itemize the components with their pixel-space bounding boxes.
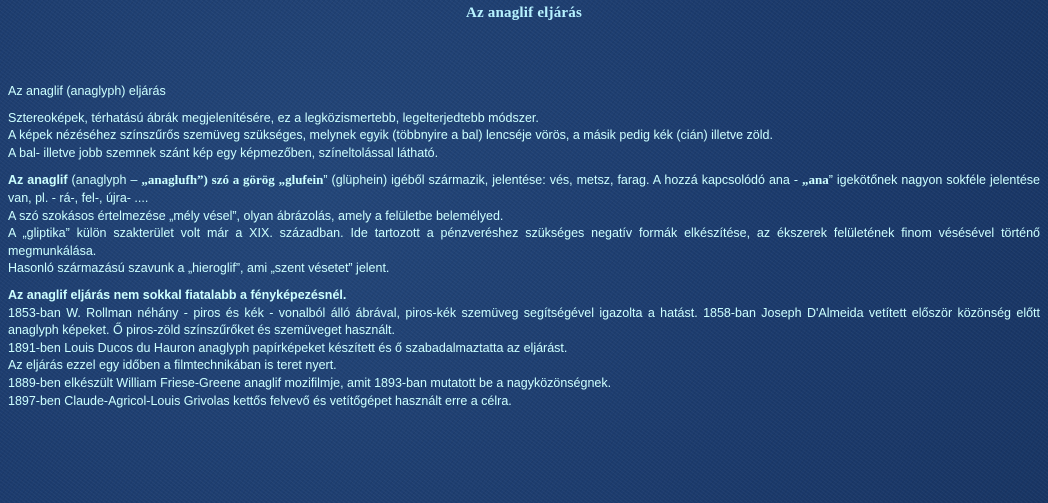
paragraph-history bbox=[8, 287, 1040, 410]
text-line: A képek nézéséhez színszűrős szemüveg szükséges, melynek egyik (többnyire a bal) lencséje vörös, a másik pedig kék (cián) illetve zöld. bbox=[8, 128, 773, 143]
text-line: 1889-ben elkészült William Friese-Greene anaglif mozifilmje, amit 1893-ban mutatott be a nagyközönségnek. bbox=[8, 375, 612, 390]
bold-term: Az anaglif bbox=[8, 173, 68, 188]
text-line: 1853-ban W. Rollman néhány - piros és kék - vonalból álló ábrával, piros-kék szemüveg segítségével igazolta a hatást. 1858-ban Joseph D'Almeida vetített először közönség előtt anaglyph képeket. Ő piros-zöld színszűrőket és szemüveget használt. bbox=[8, 305, 1040, 338]
text-line: Az eljárás ezzel egy időben a filmtechnikában is teret nyert. bbox=[8, 358, 337, 373]
etymology-intro bbox=[8, 173, 1040, 205]
greek-term: „anaglufh”) szó a görög „glufein bbox=[141, 172, 324, 188]
ana-term: „ana bbox=[801, 172, 829, 188]
paragraph-etymology bbox=[8, 171, 1040, 278]
history-heading: Az anaglif eljárás nem sokkal fiatalabb a fényképezésnél. bbox=[8, 287, 347, 302]
text-run: (anaglyph – bbox=[67, 173, 142, 188]
intro-paragraph: Az anaglif (anaglyph) eljárás bbox=[8, 84, 166, 98]
text-line: A szó szokásos értelmezése „mély vésel”, olyan ábrázolás, amely a felületbe belemélyed. bbox=[8, 208, 504, 223]
text-line: 1897-ben Claude-Agricol-Louis Grivolas kettős felvevő és vetítőgépet használt erre a célra. bbox=[8, 393, 512, 408]
text-run: ” (glüphein) igéből származik, jelentése: vés, metsz, farag. A hozzá kapcsolódó ana - bbox=[323, 173, 802, 188]
page-title: Az anaglif eljárás bbox=[465, 5, 583, 21]
text-run: ” igekötőnek nagyon sokféle jelentése van, pl. - rá-, fel-, újra- .... bbox=[8, 173, 1040, 205]
text-line: A „gliptika” külön szakterület volt már a XIX. században. Ide tartozott a pénzveréshez szükséges negatív formák elkészítése, az ékszerek felületének finom vésésével történő megmunkálása. bbox=[8, 226, 1040, 258]
paragraph-stereo bbox=[8, 110, 1040, 163]
text-line: Sztereoképek, térhatású ábrák megjelenítésére, ez a legközismertebb, legelterjedtebb módszer. bbox=[8, 110, 539, 125]
text-line: Hasonló származású szavunk a „hieroglif”, ami „szent vésetet” jelent. bbox=[8, 261, 390, 276]
text-line: A bal- illetve jobb szemnek szánt kép egy képmezőben, színeltolással látható. bbox=[8, 145, 439, 160]
text-line: 1891-ben Louis Ducos du Hauron anaglyph papírképeket készített és ő szabadalmaztatta az eljárást. bbox=[8, 340, 568, 355]
